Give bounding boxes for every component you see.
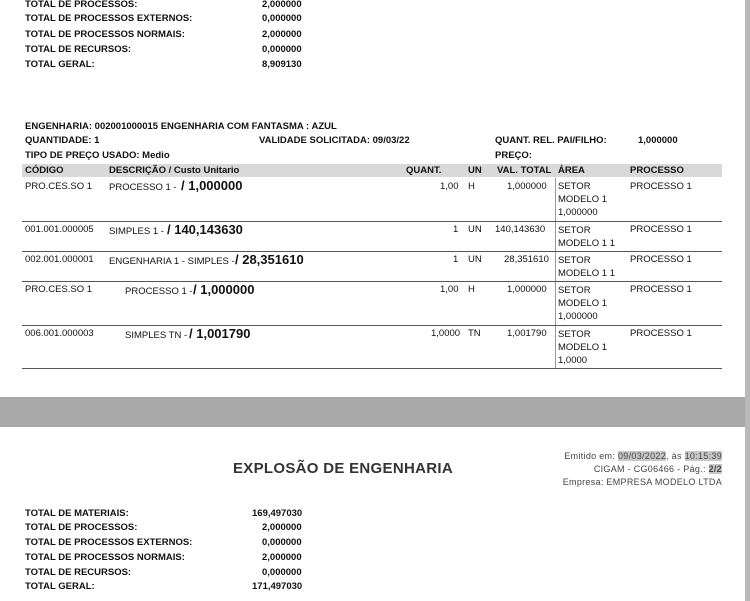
summary-label: TOTAL GERAL:: [25, 59, 95, 70]
empresa-line: [563, 477, 722, 487]
emitido-date: 09/03/2022: [617, 451, 667, 461]
summary-value: 2,000000: [262, 522, 302, 533]
emitido-time: 10:15:39: [684, 451, 722, 461]
cell-un: TN: [468, 328, 481, 339]
cell-area-2: MODELO 1: [558, 342, 608, 353]
summary-value: 0,000000: [262, 44, 302, 55]
summary-label: TOTAL DE PROCESSOS EXTERNOS:: [25, 13, 193, 24]
summary-label: TOTAL DE RECURSOS:: [25, 567, 132, 578]
cell-area-1: SETOR: [558, 285, 591, 296]
page-separator: [0, 397, 750, 427]
cell-area-2: MODELO 1 1: [558, 238, 616, 249]
cell-divider: [555, 252, 556, 281]
cell-processo: PROCESSO 1: [630, 284, 692, 295]
emitido-sep: , às: [666, 451, 682, 461]
cell-processo: PROCESSO 1: [630, 328, 692, 339]
cell-area-2: MODELO 1: [558, 194, 608, 205]
table-row: [22, 222, 722, 252]
cell-area-3: 1,000000: [558, 207, 598, 218]
table-header: [22, 164, 722, 177]
col-header-area: ÁREA: [558, 165, 585, 176]
cell-divider: [555, 282, 556, 325]
summary-value: 2,000000: [262, 552, 302, 563]
emitido-label: Emitido em:: [564, 451, 616, 461]
cell-divider: [555, 222, 556, 251]
cell-descricao: SIMPLES TN -: [125, 330, 188, 341]
right-page-edge: [745, 0, 750, 601]
report-title: EXPLOSÃO DE ENGENHARIA: [233, 460, 453, 477]
cell-val-total: 28,351610: [504, 254, 549, 265]
cell-area-1: SETOR: [558, 255, 591, 266]
cell-processo: PROCESSO 1: [630, 254, 692, 265]
cell-area-3: 1,0000: [558, 355, 588, 366]
pag-value: 2/2: [708, 464, 722, 474]
cell-descricao: PROCESSO 1 -: [125, 286, 193, 297]
summary-value: 2,000000: [262, 0, 302, 10]
validade-label: VALIDADE SOLICITADA: 09/03/22: [259, 135, 410, 146]
emitido-line: [564, 451, 722, 461]
cell-divider: [555, 326, 556, 368]
summary-value: 0,000000: [262, 537, 302, 548]
cell-val-total: 1,001790: [507, 328, 547, 339]
cell-area-2: MODELO 1 1: [558, 268, 616, 279]
col-header-un: UN: [468, 165, 482, 176]
cell-processo: PROCESSO 1: [630, 181, 692, 192]
summary-label: TOTAL DE PROCESSOS NORMAIS:: [25, 29, 185, 40]
cell-custo: / 1,000000: [181, 178, 243, 193]
cell-descricao: ENGENHARIA 1 - SIMPLES -: [109, 256, 235, 267]
tipo-preco-label: TIPO DE PREÇO USADO: Medio: [25, 150, 170, 161]
cell-custo: / 28,351610: [235, 252, 304, 267]
summary-value: 171,497030: [252, 581, 303, 592]
cell-codigo: 006.001.000003: [25, 328, 94, 339]
summary-value: 8,909130: [262, 59, 302, 70]
cell-area-1: SETOR: [558, 225, 591, 236]
cell-quant: 1: [453, 224, 459, 235]
cell-descricao: PROCESSO 1 -: [109, 182, 177, 193]
cell-quant: 1,00: [440, 181, 459, 192]
report-code-line: [594, 464, 722, 474]
pag-label: Pág.:: [683, 464, 706, 474]
empresa-label: Empresa: EMPRESA MODELO LTDA: [562, 477, 722, 487]
table-row: [22, 326, 722, 369]
cell-area-1: SETOR: [558, 329, 591, 340]
summary-label: TOTAL DE MATERIAIS:: [25, 508, 129, 519]
table-row: [22, 178, 722, 222]
row-divider: [22, 368, 722, 369]
col-header-processo: PROCESSO: [630, 165, 684, 176]
cell-un: H: [468, 181, 475, 192]
col-header-codigo: CÓDIGO: [25, 165, 64, 176]
report-code: CIGAM - CG06466 -: [593, 464, 681, 474]
cell-area-3: 1,000000: [558, 311, 598, 322]
col-header-val-total: VAL. TOTAL: [497, 165, 552, 176]
cell-area-1: SETOR: [558, 181, 591, 192]
cell-divider: [555, 178, 556, 221]
col-header-quant: QUANT.: [406, 165, 442, 176]
cell-processo: PROCESSO 1: [630, 224, 692, 235]
col-header-descricao: DESCRIÇÃO / Custo Unitario: [109, 165, 240, 176]
engenharia-label: ENGENHARIA: 002001000015 ENGENHARIA COM FANTASMA : AZUL: [25, 121, 337, 132]
summary-label: TOTAL DE RECURSOS:: [25, 44, 132, 55]
quant-rel-label: QUANT. REL. PAI/FILHO:: [495, 135, 607, 146]
cell-codigo: PRO.CES.SO 1: [25, 284, 93, 295]
cell-codigo: 001.001.000005: [25, 224, 94, 235]
summary-value: 0,000000: [262, 13, 302, 24]
table-row: [22, 252, 722, 282]
quantidade-label: QUANTIDADE: 1: [25, 135, 100, 146]
summary-label: TOTAL DE PROCESSOS:: [25, 0, 138, 10]
cell-codigo: 002.001.000001: [25, 254, 94, 265]
summary-value: 169,497030: [252, 508, 303, 519]
cell-area-2: MODELO 1: [558, 298, 608, 309]
cell-val-total: 1,000000: [507, 284, 547, 295]
cell-un: UN: [468, 224, 482, 235]
table-row: [22, 282, 722, 326]
summary-label: TOTAL DE PROCESSOS NORMAIS:: [25, 552, 185, 563]
cell-val-total: 1,000000: [507, 181, 547, 192]
cell-descricao: SIMPLES 1 -: [109, 226, 164, 237]
cell-val-total: 140,143630: [495, 224, 546, 235]
cell-quant: 1,0000: [431, 328, 461, 339]
cell-custo: / 1,000000: [193, 282, 255, 297]
cell-codigo: PRO.CES.SO 1: [25, 181, 93, 192]
summary-label: TOTAL DE PROCESSOS:: [25, 522, 138, 533]
summary-label: TOTAL DE PROCESSOS EXTERNOS:: [25, 537, 193, 548]
summary-value: 0,000000: [262, 567, 302, 578]
summary-label: TOTAL GERAL:: [25, 581, 95, 592]
cell-un: H: [468, 284, 475, 295]
quant-rel-value: 1,000000: [638, 135, 678, 146]
cell-quant: 1: [453, 254, 459, 265]
cell-quant: 1,00: [440, 284, 459, 295]
summary-value: 2,000000: [262, 29, 302, 40]
cell-custo: / 1,001790: [189, 326, 251, 341]
cell-un: UN: [468, 254, 482, 265]
cell-custo: / 140,143630: [167, 222, 243, 237]
preco-label: PREÇO:: [495, 150, 532, 161]
